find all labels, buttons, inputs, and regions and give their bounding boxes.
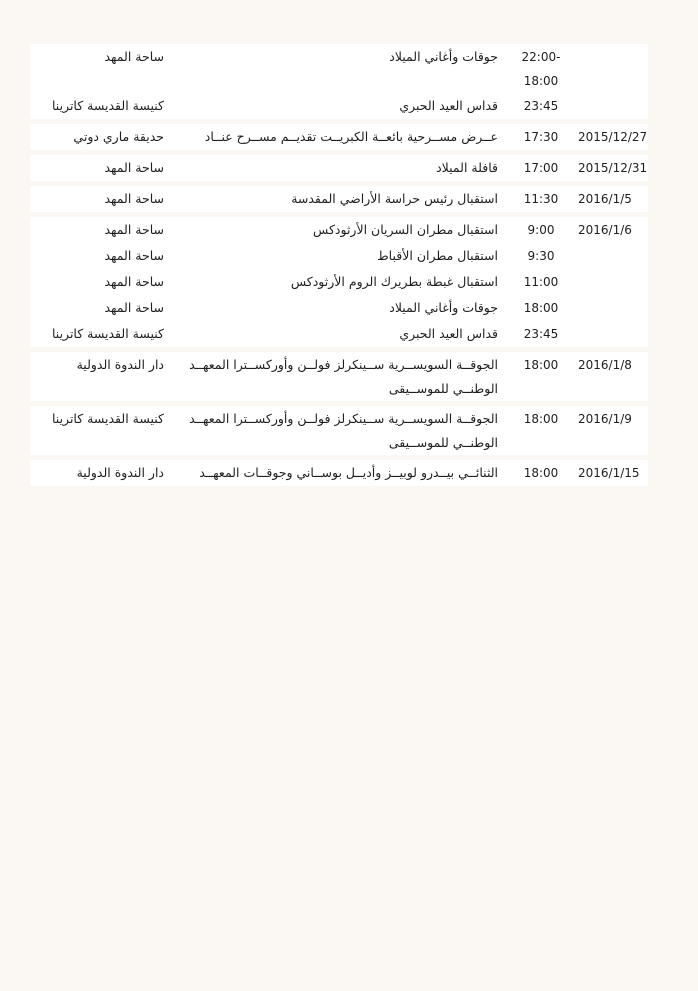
schedule-group (30, 406, 648, 455)
event-date: 2016/1/8 (578, 358, 632, 372)
event-time: 9:30 (527, 249, 555, 263)
schedule-group (30, 186, 648, 212)
schedule-group (30, 124, 648, 150)
table-row (30, 406, 648, 455)
event-name: الثنائــي بيــدرو لوبيــز وأديــل بوســاني وجوقــات المعهــد (199, 465, 498, 480)
event-name: قافلة الميلاد (436, 160, 498, 175)
event-date (576, 295, 648, 321)
table-row (30, 124, 648, 150)
event-name: عــرض مســرحية بائعــة الكبريــت تقديــم مســرح عنــاد (204, 129, 498, 144)
table-row (30, 243, 648, 269)
event-date (576, 243, 648, 269)
event-date: 2016/1/6 (578, 223, 632, 237)
event-time: 11:30 (523, 192, 559, 206)
event-time: 18:00 (523, 466, 559, 480)
schedule-group (30, 352, 648, 401)
event-name: الجوقــة السويســرية ســينكرلز فولــن وأوركســترا المعهــد الوطنــي للموســيقى (189, 411, 498, 450)
schedule-table (30, 44, 648, 491)
event-time: 17:30 (523, 130, 559, 144)
event-date (576, 321, 648, 347)
event-venue: ساحة المهد (104, 49, 164, 64)
event-venue: دار الندوة الدولية (76, 465, 164, 480)
event-name: استقبال مطران السريان الأرثودكس (313, 222, 498, 237)
event-name: قداس العيد الحبري (399, 98, 498, 113)
schedule-group (30, 155, 648, 181)
table-row (30, 155, 648, 181)
event-date: 2015/12/31 (578, 161, 648, 175)
event-name: استقبال رئيس حراسة الأراضي المقدسة (291, 191, 498, 206)
event-time: 17:00 (523, 161, 559, 175)
schedule-group (30, 217, 648, 347)
event-venue: ساحة المهد (104, 274, 164, 289)
event-name: جوقات وأغاني الميلاد (389, 300, 498, 315)
event-name: استقبال مطران الأقباط (377, 248, 498, 263)
event-venue: ساحة المهد (104, 248, 164, 263)
table-row (30, 269, 648, 295)
table-row (30, 93, 648, 119)
event-time: 22:00-18:00 (521, 50, 561, 88)
event-date (576, 44, 648, 93)
event-venue: ساحة المهد (104, 191, 164, 206)
event-name: جوقات وأغاني الميلاد (389, 49, 498, 64)
table-row (30, 460, 648, 486)
table-row (30, 217, 648, 243)
event-venue: دار الندوة الدولية (76, 357, 164, 372)
event-name: قداس العيد الحبري (399, 326, 498, 341)
event-venue: ساحة المهد (104, 160, 164, 175)
event-time: 9:00 (527, 223, 555, 237)
event-time: 18:00 (523, 358, 559, 372)
table-row (30, 295, 648, 321)
event-venue: كنيسة القديسة كاترينا (52, 411, 164, 426)
table-row (30, 352, 648, 401)
event-venue: كنيسة القديسة كاترينا (52, 98, 164, 113)
event-time: 23:45 (523, 99, 559, 113)
event-date: 2016/1/9 (578, 412, 632, 426)
event-time: 11:00 (523, 275, 559, 289)
table-row (30, 44, 648, 93)
event-date (576, 269, 648, 295)
event-date: 2016/1/5 (578, 192, 632, 206)
event-time: 23:45 (523, 327, 559, 341)
event-venue: ساحة المهد (104, 300, 164, 315)
event-venue: كنيسة القديسة كاترينا (52, 326, 164, 341)
event-venue: ساحة المهد (104, 222, 164, 237)
event-date (576, 93, 648, 119)
event-name: الجوقــة السويســرية ســينكرلز فولــن وأوركســترا المعهــد الوطنــي للموســيقى (189, 357, 498, 396)
table-row (30, 186, 648, 212)
event-date: 2015/12/27 (578, 130, 648, 144)
event-name: استقبال غبطة بطريرك الروم الأرثودكس (290, 274, 498, 289)
table-row (30, 321, 648, 347)
event-venue: حديقة ماري دوتي (73, 129, 164, 144)
event-time: 18:00 (523, 301, 559, 315)
event-date: 2016/1/15 (578, 466, 640, 480)
schedule-group (30, 460, 648, 486)
event-time: 18:00 (523, 412, 559, 426)
schedule-group (30, 44, 648, 119)
